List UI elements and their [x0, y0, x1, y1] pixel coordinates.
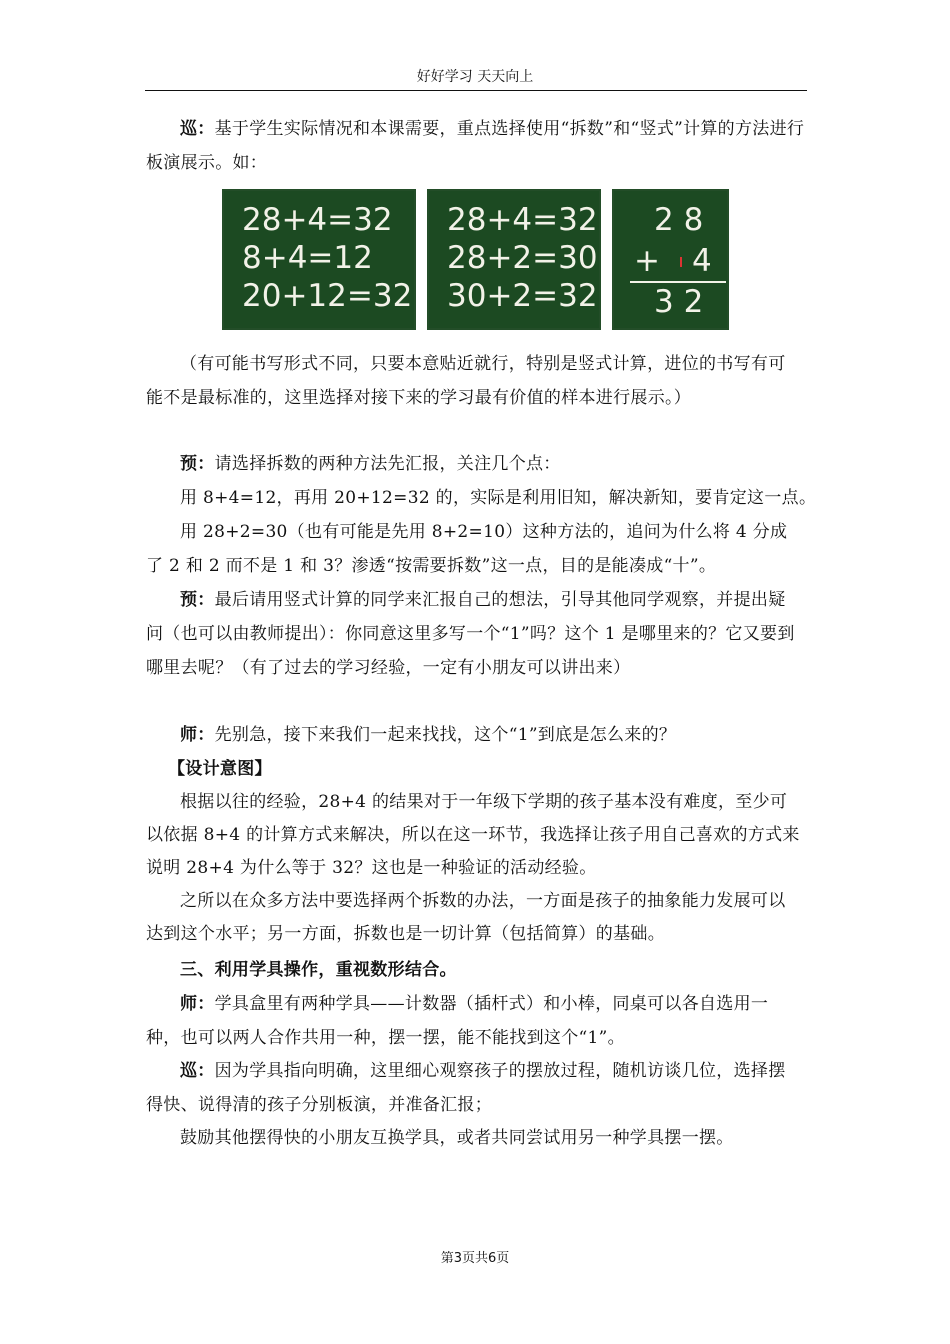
paragraph-text: 先别急，接下来我们一起来找找，这个“1”到底是怎么来的？: [214, 725, 677, 745]
section-heading-design-intent: 【设计意图】: [168, 759, 272, 779]
role-label: 师：: [180, 725, 215, 745]
paragraph-intent-2: 之所以在众多方法中要选择两个拆数的办法，一方面是孩子的抽象能力发展可以达到这个水平；另一方面，拆数也是一切计算（包括简算）的基础。: [146, 891, 786, 944]
board-line: 20+12=32: [242, 278, 413, 314]
vertical-top-number: 2 8: [654, 202, 704, 238]
role-label: 巡：: [180, 1061, 215, 1081]
page-footer: 第3页共6页: [440, 1251, 510, 1266]
chalkboard-vertical: [612, 189, 729, 330]
paragraph-text: 最后请用竖式计算的同学来汇报自己的想法，引导其他同学观察，并提出疑问（也可以由教师提出）：你同意这里多写一个“1”吗？这个 1 是哪里来的？它又要到哪里去呢？（有了过去的学习经验，一定有小朋友可以讲出来）: [146, 590, 795, 678]
paragraph-text: 请选择拆数的两种方法先汇报，关注几个点：: [214, 454, 561, 474]
role-label: 预：: [180, 590, 215, 610]
board-line: 28+4=32: [447, 202, 598, 238]
paragraph-preview-1: [146, 447, 808, 481]
paragraph-text: 基于学生实际情况和本课需要，重点选择使用“拆数”和“竖式”计算的方法进行板演展示。如：: [146, 119, 805, 173]
role-label: 预：: [180, 454, 215, 474]
board-line: 30+2=32: [447, 278, 598, 314]
paragraph-preview-2: [146, 583, 798, 685]
role-label: 师：: [180, 994, 215, 1014]
carry-mark: [680, 257, 682, 267]
board-line: 8+4=12: [242, 240, 373, 276]
paragraph-note: （有可能书写形式不同，只要本意贴近就行，特别是竖式计算，进位的书写有可能不是最标准的，这里选择对接下来的学习最有价值的样本进行展示。）: [146, 354, 786, 408]
section-heading-3: 三、利用学具操作，重视数形结合。: [180, 960, 457, 980]
page-header: 好好学习 天天向上: [416, 69, 534, 85]
paragraph-method-1: 用 8+4=12，再用 20+12=32 的，实际是利用旧知，解决新知，要肯定这一点。: [180, 488, 817, 508]
board-line: 28+4=32: [242, 202, 393, 238]
paragraph-text: 学具盒里有两种学具——计数器（插杆式）和小棒，同桌可以各自选用一种，也可以两人合作共用一种，摆一摆，能不能找到这个“1”。: [146, 994, 769, 1048]
vertical-result: 3 2: [654, 284, 704, 320]
vertical-plus-sign: +: [634, 243, 660, 279]
paragraph-inspect-2: [146, 1054, 800, 1122]
paragraph-intent-1: 根据以往的经验，28+4 的结果对于一年级下学期的孩子基本没有难度，至少可以依据 8+4 的计算方式来解决，所以在这一环节，我选择让孩子用自己喜欢的方式来说明 28+4 为什么等于 32？这也是一种验证的活动经验。: [146, 792, 800, 878]
paragraph-inspect-1: [146, 112, 808, 180]
vertical-addend: 4: [692, 243, 712, 279]
header-rule: [145, 90, 807, 91]
paragraph-encourage: 鼓励其他摆得快的小朋友互换学具，或者共同尝试用另一种学具摆一摆。: [180, 1128, 734, 1148]
paragraph-teacher-1: [146, 718, 808, 752]
paragraph-text: 因为学具指向明确，这里细心观察孩子的摆放过程，随机访谈几位，选择摆得快、说得清的孩子分别板演，并准备汇报；: [146, 1061, 786, 1115]
paragraph-method-2: 用 28+2=30（也有可能是先用 8+2=10）这种方法的，追问为什么将 4 分成了 2 和 2 而不是 1 和 3？渗透“按需要拆数”这一点，目的是能凑成“十”。: [146, 522, 788, 576]
paragraph-teacher-2: [146, 987, 800, 1055]
chalkboard-split-2: [427, 189, 601, 330]
chalkboard-split-1: [222, 189, 416, 330]
role-label: 巡：: [180, 119, 215, 139]
board-line: 28+2=30: [447, 240, 598, 276]
